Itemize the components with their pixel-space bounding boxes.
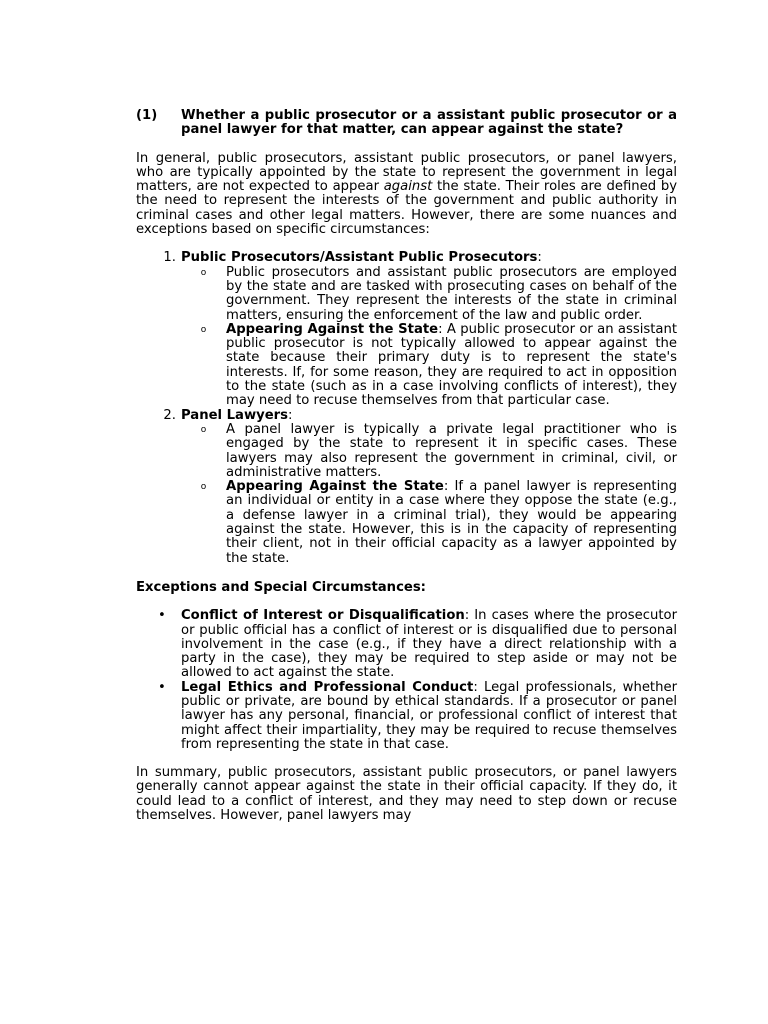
exception-lead: Conflict of Interest or Disqualification <box>181 608 465 624</box>
exceptions-heading: Exceptions and Special Circumstances: <box>136 579 426 595</box>
intro-emphasis: against <box>383 179 433 195</box>
intro-paragraph <box>136 152 677 238</box>
intro-text-part2: the state. Their roles are defined by the need to represent the interests of the government and public authority in criminal cases and other legal matters. However, there are some nuances and exceptions based on specific circumstances: <box>136 179 677 238</box>
role-number: 2. <box>163 407 176 423</box>
roles-list <box>136 251 677 566</box>
circle-bullet-icon: o <box>200 324 207 335</box>
sub-item-lead: Appearing Against the State <box>226 321 439 337</box>
circle-bullet-icon: o <box>200 424 207 435</box>
sub-item-text: A panel lawyer is typically a private legal practitioner who is engaged by the state to represent it in specific cases. These lawyers may also represent the government in criminal, civil, or administrative matters. <box>226 421 677 480</box>
summary-paragraph: In summary, public prosecutors, assistant public prosecutors, or panel lawyers generally cannot appear against the state in their official capacity. If they do, it could lead to a conflict of interest, and they may need to step down or recuse themselves. However, panel lawyers may <box>136 765 677 824</box>
exception-item <box>136 609 677 680</box>
circle-bullet-icon: o <box>200 267 207 278</box>
sub-item <box>181 480 677 566</box>
role-number: 1. <box>163 250 176 266</box>
sub-item-text: : If a panel lawyer is representing an individual or entity in a case where they oppose the state (e.g., a defense lawyer in a criminal trial), they would be appearing against the state. However, this is in the capacity of representing their client, not in their official capacity as a lawyer appointed by the state. <box>226 479 677 566</box>
role-item-prosecutors <box>136 251 677 408</box>
sub-item <box>181 266 677 323</box>
bullet-icon: • <box>158 608 166 624</box>
circle-bullet-icon: o <box>200 482 207 493</box>
role-label: Panel Lawyers <box>181 407 289 423</box>
exception-lead: Legal Ethics and Professional Conduct <box>181 679 474 695</box>
exception-item <box>136 681 677 752</box>
sub-item <box>181 423 677 480</box>
question-heading <box>136 109 677 138</box>
sub-item-text: Public prosecutors and assistant public prosecutors are employed by the state and are tasked with prosecuting cases on behalf of the government. They represent the interests of the state in criminal matters, ensuring the enforcement of the law and public order. <box>226 264 677 323</box>
question-number: (1) <box>136 108 158 123</box>
exceptions-list <box>136 609 677 752</box>
role-label: Public Prosecutors/Assistant Public Prosecutors <box>181 250 538 266</box>
intro-text-part1: In general, public prosecutors, assistant public prosecutors, or panel lawyers, who are typically appointed by the state to represent the government in legal matters, are not expected to appear <box>136 150 677 195</box>
role-label-suffix: : <box>537 250 542 266</box>
role-item-panel-lawyers <box>136 409 677 566</box>
sub-item-lead: Appearing Against the State <box>226 479 444 495</box>
sub-item <box>181 323 677 409</box>
exception-text: : Legal professionals, whether public or private, are bound by ethical standards. If a prosecutor or panel lawyer has any personal, financial, or professional conflict of interest that might affect their impartiality, they may be required to recuse themselves from representing the state in that case. <box>181 679 677 752</box>
exception-text: : In cases where the prosecutor or public official has a conflict of interest or is disqualified due to personal involvement in the case (e.g., if they have a direct relationship with a party in the case), they may be required to step aside or may not be allowed to act against the state. <box>181 608 677 681</box>
document-page <box>136 109 677 823</box>
sub-item-text: : A public prosecutor or an assistant public prosecutor is not typically allowed to appear against the state because their primary duty is to represent the state's interests. If, for some reason, they are required to act in opposition to the state (such as in a case involving conflicts of interest), they may need to recuse themselves from that particular case. <box>226 321 678 409</box>
bullet-icon: • <box>158 679 166 695</box>
role-label-suffix: : <box>288 407 293 423</box>
question-text: Whether a public prosecutor or a assistant public prosecutor or a panel lawyer for that matter, can appear against the state? <box>181 108 677 138</box>
